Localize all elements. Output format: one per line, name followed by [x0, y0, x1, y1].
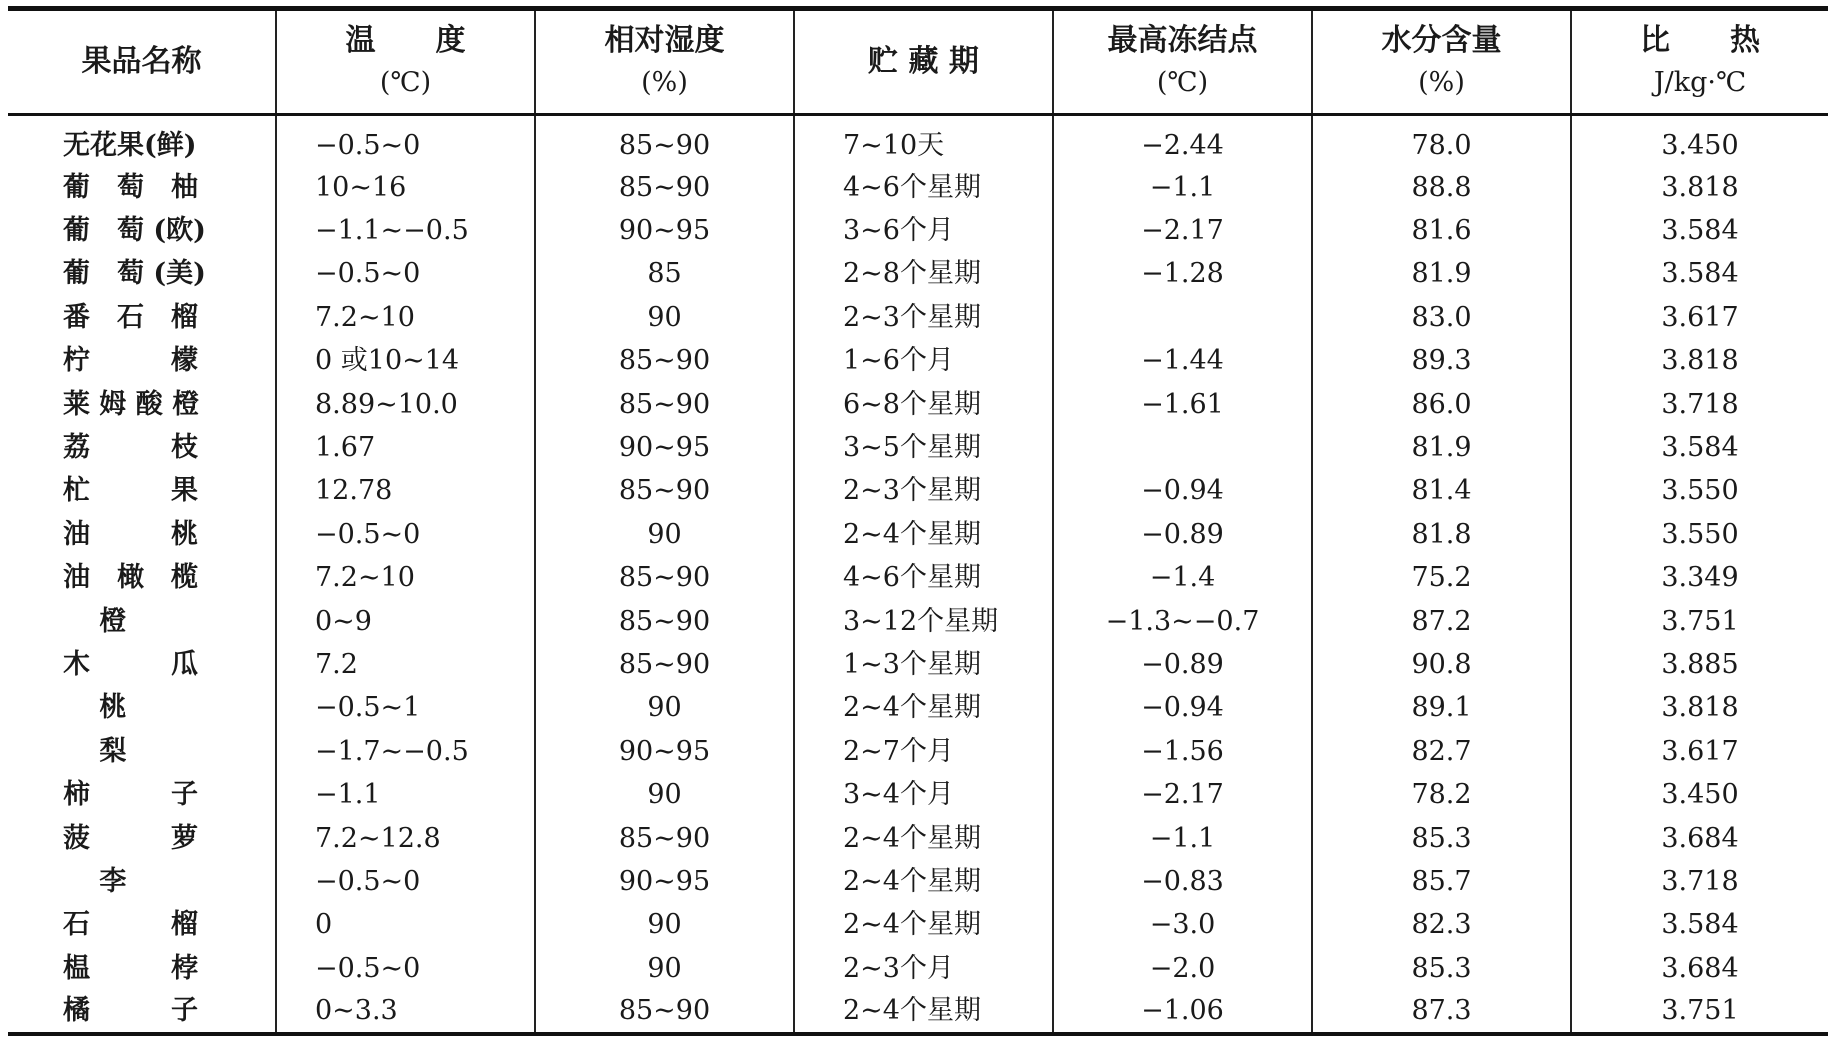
cell-water-content: 87.2	[1312, 600, 1571, 643]
cell-fruit-name: 榅 桲	[63, 952, 198, 984]
cell-humidity: 85∼90	[535, 115, 794, 167]
cell-fruit-name: 荔 枝	[63, 432, 198, 464]
cell-storage-period: 1∼3个星期	[794, 643, 1053, 686]
cell-water-content: 89.3	[1312, 340, 1571, 383]
table-row	[8, 990, 1828, 1033]
cell-water-content: 83.0	[1312, 296, 1571, 339]
cell-specific-heat: 3.550	[1571, 513, 1828, 556]
cell-humidity: 85∼90	[535, 383, 794, 426]
cell-humidity: 90∼95	[535, 860, 794, 903]
cell-fruit-name: 莱 姆 酸 橙	[63, 388, 200, 420]
cell-water-content: 86.0	[1312, 383, 1571, 426]
header-fruit-name	[8, 9, 276, 115]
cell-freezing-point: −1.3∼−0.7	[1053, 600, 1312, 643]
header-freezing-point	[1053, 9, 1312, 115]
header-storage-period	[794, 9, 1053, 115]
cell-freezing-point: −1.4	[1053, 557, 1312, 600]
header-label: 温 度	[345, 23, 466, 58]
header-unit: (%)	[641, 67, 688, 98]
cell-fruit-name: 木 瓜	[63, 648, 198, 680]
header-water-content	[1312, 9, 1571, 115]
cell-freezing-point: −0.94	[1053, 687, 1312, 730]
cell-specific-heat: 3.885	[1571, 643, 1828, 686]
cell-humidity: 90	[535, 513, 794, 556]
cell-storage-period: 2∼4个星期	[794, 817, 1053, 860]
cell-specific-heat: 3.450	[1571, 115, 1828, 167]
table-row	[8, 730, 1828, 773]
cell-humidity: 90	[535, 904, 794, 947]
cell-water-content: 75.2	[1312, 557, 1571, 600]
header-label: 最高冻结点	[1107, 23, 1258, 58]
cell-freezing-point: −1.1	[1053, 166, 1312, 209]
cell-storage-period: 4∼6个星期	[794, 166, 1053, 209]
cell-humidity: 85∼90	[535, 643, 794, 686]
cell-freezing-point: −3.0	[1053, 904, 1312, 947]
cell-specific-heat: 3.584	[1571, 426, 1828, 469]
cell-storage-period: 2∼4个星期	[794, 687, 1053, 730]
cell-storage-period: 2∼4个星期	[794, 904, 1053, 947]
cell-storage-period: 2∼4个星期	[794, 990, 1053, 1033]
cell-storage-period: 2∼8个星期	[794, 253, 1053, 296]
cell-freezing-point: −0.83	[1053, 860, 1312, 903]
cell-temperature: 10∼16	[276, 166, 535, 209]
cell-fruit-name: 无花果(鲜)	[63, 130, 197, 161]
cell-temperature: −1.1	[276, 773, 535, 816]
cell-freezing-point: −1.28	[1053, 253, 1312, 296]
cell-temperature: 0∼9	[276, 600, 535, 643]
cell-fruit-name: 梨	[63, 735, 127, 767]
cell-storage-period: 2∼3个月	[794, 947, 1053, 990]
cell-freezing-point: −1.06	[1053, 990, 1312, 1033]
cell-freezing-point: −2.17	[1053, 209, 1312, 252]
cell-fruit-name: 番 石 榴	[63, 301, 198, 333]
cell-specific-heat: 3.617	[1571, 296, 1828, 339]
cell-water-content: 85.7	[1312, 860, 1571, 903]
cell-specific-heat: 3.818	[1571, 340, 1828, 383]
cell-storage-period: 4∼6个星期	[794, 557, 1053, 600]
cell-fruit-name: 葡 萄 柚	[63, 171, 198, 203]
table-row	[8, 860, 1828, 903]
table-row	[8, 115, 1828, 167]
cell-temperature: 8.89∼10.0	[276, 383, 535, 426]
cell-temperature: 12.78	[276, 470, 535, 513]
table-row	[8, 383, 1828, 426]
cell-freezing-point: −1.1	[1053, 817, 1312, 860]
table-row	[8, 513, 1828, 556]
cell-freezing-point: −1.56	[1053, 730, 1312, 773]
table-row	[8, 340, 1828, 383]
cell-humidity: 90	[535, 296, 794, 339]
header-label: 水分含量	[1381, 23, 1502, 58]
table-row	[8, 166, 1828, 209]
cell-specific-heat: 3.617	[1571, 730, 1828, 773]
cell-freezing-point: −0.94	[1053, 470, 1312, 513]
cell-humidity: 85∼90	[535, 166, 794, 209]
cell-storage-period: 2∼3个星期	[794, 296, 1053, 339]
table-row	[8, 600, 1828, 643]
table-row	[8, 947, 1828, 990]
cell-temperature: 0∼3.3	[276, 990, 535, 1033]
cell-temperature: 7.2∼10	[276, 557, 535, 600]
cell-fruit-name: 橘 子	[63, 995, 198, 1027]
header-unit: (℃)	[1156, 67, 1209, 98]
cell-specific-heat: 3.684	[1571, 947, 1828, 990]
cell-specific-heat: 3.818	[1571, 166, 1828, 209]
cell-storage-period: 2∼4个星期	[794, 860, 1053, 903]
cell-temperature: −0.5∼0	[276, 253, 535, 296]
cell-freezing-point: −1.44	[1053, 340, 1312, 383]
cell-water-content: 85.3	[1312, 947, 1571, 990]
cell-temperature: 7.2	[276, 643, 535, 686]
table-body	[8, 115, 1828, 1034]
cell-specific-heat: 3.450	[1571, 773, 1828, 816]
cell-fruit-name: 葡 萄 (美)	[63, 258, 206, 290]
table-row	[8, 426, 1828, 469]
cell-water-content: 87.3	[1312, 990, 1571, 1033]
cell-storage-period: 3∼4个月	[794, 773, 1053, 816]
table-row	[8, 253, 1828, 296]
cell-water-content: 81.9	[1312, 426, 1571, 469]
cell-temperature: 0 或10∼14	[276, 340, 535, 383]
cell-temperature: 7.2∼10	[276, 296, 535, 339]
cell-water-content: 89.1	[1312, 687, 1571, 730]
cell-humidity: 85∼90	[535, 600, 794, 643]
cell-storage-period: 1∼6个月	[794, 340, 1053, 383]
cell-temperature: −0.5∼0	[276, 947, 535, 990]
cell-humidity: 90	[535, 773, 794, 816]
cell-fruit-name: 葡 萄 (欧)	[63, 215, 206, 247]
table-row	[8, 773, 1828, 816]
table-row	[8, 296, 1828, 339]
cell-specific-heat: 3.584	[1571, 904, 1828, 947]
cell-temperature: −1.7∼−0.5	[276, 730, 535, 773]
cell-fruit-name: 菠 萝	[63, 822, 198, 854]
cell-water-content: 81.4	[1312, 470, 1571, 513]
document-page	[8, 6, 1828, 1040]
cell-freezing-point: −2.0	[1053, 947, 1312, 990]
header-unit: (%)	[1418, 67, 1465, 98]
cell-temperature: 7.2∼12.8	[276, 817, 535, 860]
cell-freezing-point	[1053, 426, 1312, 469]
cell-specific-heat: 3.718	[1571, 860, 1828, 903]
fruit-storage-table	[8, 6, 1828, 1036]
cell-fruit-name: 桃	[63, 692, 127, 724]
cell-humidity: 85∼90	[535, 990, 794, 1033]
table-row	[8, 557, 1828, 600]
cell-specific-heat: 3.818	[1571, 687, 1828, 730]
header-temperature	[276, 9, 535, 115]
cell-freezing-point: −2.44	[1053, 115, 1312, 167]
cell-freezing-point	[1053, 296, 1312, 339]
cell-storage-period: 2∼7个月	[794, 730, 1053, 773]
cell-water-content: 82.7	[1312, 730, 1571, 773]
cell-specific-heat: 3.718	[1571, 383, 1828, 426]
header-label: 贮 藏 期	[868, 44, 979, 79]
cell-specific-heat: 3.349	[1571, 557, 1828, 600]
header-label: 果品名称	[81, 44, 202, 79]
cell-freezing-point: −0.89	[1053, 643, 1312, 686]
cell-freezing-point: −0.89	[1053, 513, 1312, 556]
cell-water-content: 90.8	[1312, 643, 1571, 686]
cell-storage-period: 3∼5个星期	[794, 426, 1053, 469]
cell-humidity: 90	[535, 947, 794, 990]
cell-humidity: 85∼90	[535, 557, 794, 600]
cell-humidity: 90∼95	[535, 730, 794, 773]
cell-humidity: 85	[535, 253, 794, 296]
table-row	[8, 643, 1828, 686]
cell-temperature: −0.5∼0	[276, 860, 535, 903]
cell-temperature: −1.1∼−0.5	[276, 209, 535, 252]
cell-storage-period: 7∼10天	[794, 115, 1053, 167]
table-row	[8, 470, 1828, 513]
cell-water-content: 82.3	[1312, 904, 1571, 947]
cell-water-content: 81.8	[1312, 513, 1571, 556]
cell-storage-period: 6∼8个星期	[794, 383, 1053, 426]
cell-storage-period: 3∼12个星期	[794, 600, 1053, 643]
cell-temperature: −0.5∼0	[276, 115, 535, 167]
header-unit: (℃)	[379, 67, 432, 98]
cell-specific-heat: 3.550	[1571, 470, 1828, 513]
header-unit: J/kg·℃	[1653, 67, 1747, 98]
header-humidity	[535, 9, 794, 115]
cell-humidity: 85∼90	[535, 470, 794, 513]
cell-humidity: 85∼90	[535, 817, 794, 860]
table-header	[8, 9, 1828, 115]
cell-storage-period: 2∼4个星期	[794, 513, 1053, 556]
cell-temperature: −0.5∼1	[276, 687, 535, 730]
header-specific-heat	[1571, 9, 1828, 115]
table-row	[8, 209, 1828, 252]
table-row	[8, 904, 1828, 947]
cell-water-content: 78.2	[1312, 773, 1571, 816]
table-row	[8, 687, 1828, 730]
header-label: 相对湿度	[604, 23, 725, 58]
cell-specific-heat: 3.751	[1571, 990, 1828, 1033]
cell-fruit-name: 李	[63, 865, 127, 897]
cell-fruit-name: 柿 子	[63, 779, 198, 811]
cell-specific-heat: 3.751	[1571, 600, 1828, 643]
cell-temperature: 0	[276, 904, 535, 947]
header-row	[8, 9, 1828, 115]
header-label: 比 热	[1640, 23, 1760, 58]
cell-humidity: 90	[535, 687, 794, 730]
cell-storage-period: 2∼3个星期	[794, 470, 1053, 513]
cell-humidity: 85∼90	[535, 340, 794, 383]
cell-fruit-name: 油 桃	[63, 518, 198, 550]
cell-freezing-point: −1.61	[1053, 383, 1312, 426]
cell-water-content: 81.6	[1312, 209, 1571, 252]
cell-humidity: 90∼95	[535, 426, 794, 469]
cell-water-content: 78.0	[1312, 115, 1571, 167]
cell-fruit-name: 石 榴	[63, 909, 198, 941]
table-row	[8, 817, 1828, 860]
cell-water-content: 88.8	[1312, 166, 1571, 209]
cell-specific-heat: 3.684	[1571, 817, 1828, 860]
cell-water-content: 85.3	[1312, 817, 1571, 860]
cell-water-content: 81.9	[1312, 253, 1571, 296]
cell-fruit-name: 柠 檬	[63, 345, 198, 377]
cell-specific-heat: 3.584	[1571, 253, 1828, 296]
cell-freezing-point: −2.17	[1053, 773, 1312, 816]
cell-fruit-name: 橙	[63, 605, 127, 637]
cell-temperature: 1.67	[276, 426, 535, 469]
cell-specific-heat: 3.584	[1571, 209, 1828, 252]
cell-humidity: 90∼95	[535, 209, 794, 252]
cell-fruit-name: 杧 果	[63, 475, 198, 507]
cell-storage-period: 3∼6个月	[794, 209, 1053, 252]
cell-temperature: −0.5∼0	[276, 513, 535, 556]
cell-fruit-name: 油 橄 榄	[63, 562, 198, 594]
